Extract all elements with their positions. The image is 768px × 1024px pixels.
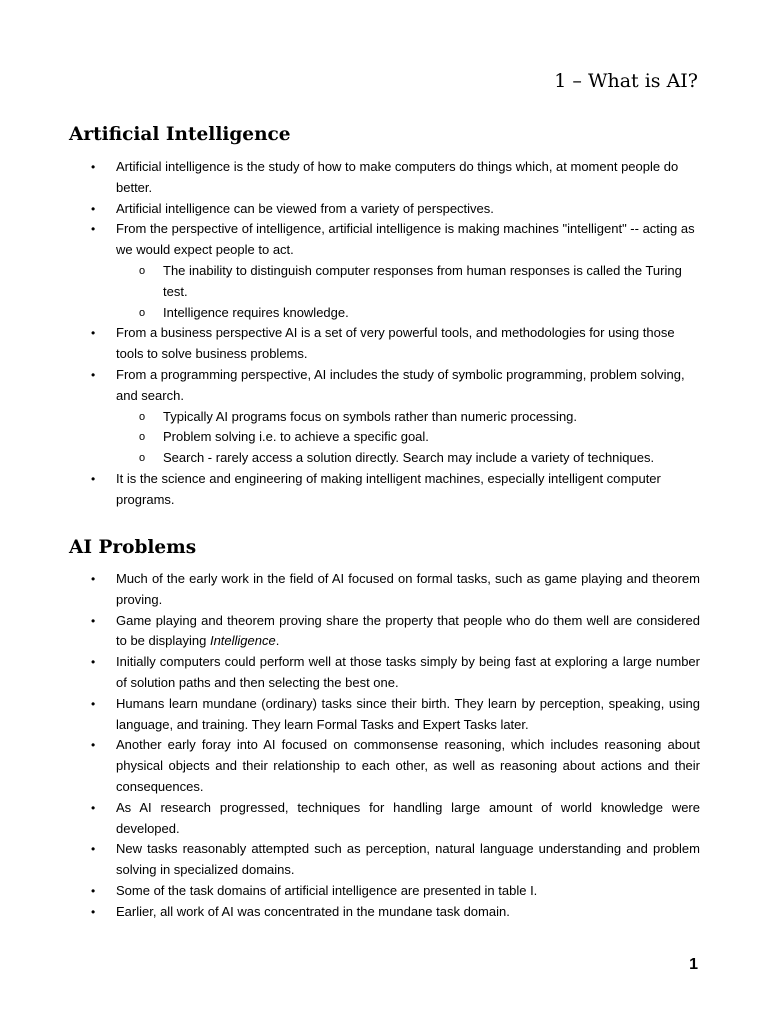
list-item bbox=[0, 569, 768, 611]
list-item bbox=[0, 839, 768, 881]
bullet-icon: • bbox=[91, 842, 96, 857]
list-item bbox=[0, 694, 768, 736]
list-item bbox=[0, 798, 768, 840]
sub-bullet-icon: o bbox=[139, 410, 146, 423]
emphasis-intelligence: Intelligence bbox=[209, 633, 276, 649]
bullet-icon: • bbox=[91, 738, 96, 753]
sub-bullet-text: The inability to distinguish computer responses from human responses is called the Turing test. bbox=[163, 262, 682, 299]
list-item bbox=[0, 365, 768, 469]
bullet-text: Much of the early work in the field of AI focused on formal tasks, such as game playing and theorem proving. bbox=[116, 571, 700, 607]
list-item bbox=[0, 652, 768, 694]
bullet-icon: • bbox=[91, 696, 96, 711]
section-heading-ai-problems: AI Problems bbox=[69, 537, 197, 558]
bullet-text: New tasks reasonably attempted such as perception, natural language understanding and problem solving in specialized domains. bbox=[116, 841, 700, 878]
sub-bullet-icon: o bbox=[139, 264, 146, 277]
sub-bullet-icon: o bbox=[139, 452, 146, 465]
list-item bbox=[0, 469, 768, 511]
bullet-icon: • bbox=[91, 904, 96, 919]
sub-bullet-text: Intelligence requires knowledge. bbox=[163, 304, 349, 320]
bullet-icon: • bbox=[91, 160, 96, 174]
bullet-text: Initially computers could perform well at those tasks simply by being fast at exploring a large number of solution paths and then selecting the best one. bbox=[116, 654, 700, 690]
sub-bullet-text: Search - rarely access a solution directly. Search may include a variety of techniques. bbox=[163, 450, 655, 466]
page-header-title: 1 – What is AI? bbox=[554, 70, 698, 92]
sub-bullet-text: Problem solving i.e. to achieve a specific goal. bbox=[163, 429, 429, 445]
sub-list-item bbox=[0, 261, 700, 303]
list-item bbox=[0, 157, 768, 199]
page-number: 1 bbox=[689, 956, 698, 973]
section-heading-artificial-intelligence: Artificial Intelligence bbox=[69, 124, 291, 145]
sub-list-item bbox=[0, 427, 700, 448]
artificial-intelligence-bullet-list bbox=[0, 157, 768, 511]
bullet-text: From a programming perspective, AI includes the study of symbolic programming, problem solving, and search. bbox=[116, 366, 685, 403]
sub-bullet-icon: o bbox=[139, 306, 146, 319]
bullet-icon: • bbox=[91, 572, 96, 586]
bullet-text: Some of the task domains of artificial intelligence are presented in table I. bbox=[116, 882, 538, 898]
bullet-text: Artificial intelligence can be viewed from a variety of perspectives. bbox=[116, 200, 494, 216]
bullet-text: Game playing and theorem proving share the property that people who do them well are considered to be displaying bbox=[116, 612, 700, 649]
bullet-icon: • bbox=[91, 222, 96, 237]
bullet-text: As AI research progressed, techniques for handling large amount of world knowledge were developed. bbox=[116, 799, 700, 836]
bullet-text: Earlier, all work of AI was concentrated in the mundane task domain. bbox=[116, 903, 510, 919]
ai-problems-bullet-list bbox=[0, 569, 768, 923]
bullet-icon: • bbox=[91, 201, 96, 216]
bullet-icon: • bbox=[91, 883, 96, 898]
bullet-icon: • bbox=[91, 613, 96, 628]
sub-bullet-text: Typically AI programs focus on symbols rather than numeric processing. bbox=[163, 408, 578, 424]
bullet-text: Artificial intelligence is the study of how to make computers do things which, at moment people do better. bbox=[116, 159, 679, 195]
list-item bbox=[0, 323, 768, 365]
bullet-icon: • bbox=[91, 800, 96, 815]
bullet-icon: • bbox=[91, 471, 96, 486]
bullet-icon: • bbox=[91, 326, 96, 341]
bullet-icon: • bbox=[91, 655, 96, 670]
sub-list-item bbox=[0, 303, 700, 324]
bullet-text: From a business perspective AI is a set of very powerful tools, and methodologies for using those tools to solve business problems. bbox=[116, 325, 675, 362]
list-item bbox=[0, 881, 768, 902]
list-item bbox=[0, 199, 768, 220]
bullet-text-end: . bbox=[275, 633, 280, 649]
bullet-text: It is the science and engineering of making intelligent machines, especially intelligent computer programs. bbox=[116, 470, 661, 507]
list-item bbox=[0, 735, 768, 797]
sub-bullet-list bbox=[116, 261, 700, 323]
sub-list-item bbox=[0, 407, 700, 428]
sub-bullet-icon: o bbox=[139, 431, 146, 444]
sub-list-item bbox=[0, 448, 700, 469]
bullet-text: From the perspective of intelligence, artificial intelligence is making machines "intelligent" -- acting as we would expect people to act. bbox=[116, 221, 695, 258]
sub-bullet-list bbox=[116, 407, 700, 469]
list-item bbox=[0, 902, 768, 923]
bullet-text: Humans learn mundane (ordinary) tasks since their birth. They learn by perception, speaking, using language, and training. They learn Formal Tasks and Expert Tasks later. bbox=[116, 695, 700, 732]
list-item bbox=[0, 611, 768, 653]
bullet-icon: • bbox=[91, 367, 96, 382]
list-item bbox=[0, 219, 768, 323]
bullet-text: Another early foray into AI focused on commonsense reasoning, which includes reasoning about physical objects and their relationship to each other, as well as reasoning about actions and their consequences. bbox=[116, 737, 700, 794]
